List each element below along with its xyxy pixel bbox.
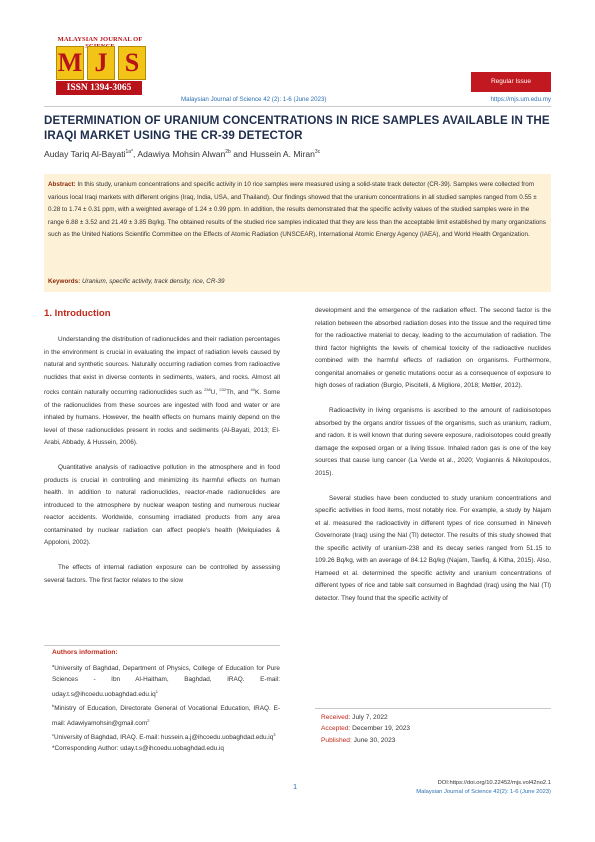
corresponding-author <box>52 743 280 754</box>
paragraph-text: Understanding the distribution of radionuclides and their radiation percentages in the environment is crucial in evaluating the impact of radiation levels caused by natural and synthetic sources. Naturally occurring radiation comes from radioactive nuclides that exist in diverse contents in sediments, waters, and rocks. Almost all rocks contain naturally occurring radionuclides such as <box>44 336 280 397</box>
author-affiliation-mark: 1a* <box>125 149 134 156</box>
abstract-text: In this study, uranium concentrations and specific activity in 10 rice samples were measured using a solid-state track detector (CR-39). Samples were collected from various local Iraqi markets with different origins (Iraq, India, USA, and Thailand). Our findings showed that the uranium concentrations in all studied samples ranged from 0.55 ± 0.28 to 1.74 ± 0.31 ppm, with a weighted average of 1.24 ± 0.99 ppm. In addition, the results demonstrated that the specific activity values of the studied samples were in the range 6.88 ± 3.52 and 21.49 ± 3.85 Bq/kg. The obtained results of the studied rice samples indicated that they are less than the acceptable limit established by many organizations such as the United Nations Scientific Committee on the Effects of Atomic Radiation (UNSCEAR), International Atomic Energy Agency (IAEA), and World Health Organization. <box>48 181 546 238</box>
affiliation-text: Ministry of Education, Directorate General of Vocational Education, IRAQ. E-mail: Adawiyamohsin@gmail.com <box>52 705 280 727</box>
authors-info-divider <box>44 645 280 646</box>
left-column <box>44 334 280 587</box>
affiliation-number: 2 <box>147 717 150 723</box>
affiliation-number: 3 <box>273 731 276 737</box>
author-affiliation-mark: 2b <box>225 149 231 156</box>
logo-issn: ISSN 1394-3065 <box>56 81 142 95</box>
keywords <box>48 278 225 285</box>
logo-letter-m: M <box>56 46 84 80</box>
date-value: June 30, 2023 <box>353 736 396 744</box>
date-value: December 19, 2023 <box>352 725 411 733</box>
affiliation-text: University of Baghdad, IRAQ. E-mail: hussein.a.j@ihcoedu.uobaghdad.edu.iq <box>54 734 274 742</box>
abstract-label: Abstract: <box>48 181 76 188</box>
logo-journal-name: MALAYSIAN JOURNAL OF <box>57 36 143 43</box>
author-name: Hussein A. Miran <box>249 149 315 159</box>
header-journal-ref: Malaysian Journal of Science 42 (2): 1-6 (June 2023) <box>181 96 327 103</box>
section-heading-introduction: 1. Introduction <box>44 308 111 319</box>
isotope-superscript: 232 <box>219 387 227 392</box>
author-name: Adawiya Mohsin Alwan <box>137 149 226 159</box>
journal-logo <box>46 36 154 98</box>
date-label: Published: <box>321 736 352 744</box>
header-divider <box>44 106 551 107</box>
publication-dates <box>321 712 410 746</box>
affiliation-entry <box>52 700 280 729</box>
logo-letter-j: J <box>87 46 115 80</box>
date-received <box>321 712 410 723</box>
keywords-label: Keywords: <box>48 278 81 285</box>
isotope-superscript: 40 <box>250 387 255 392</box>
isotope-superscript: 238 <box>204 387 211 392</box>
author-name: Auday Tariq Al-Bayati <box>44 149 126 159</box>
author-separator: and <box>230 149 250 159</box>
authors-info <box>52 660 280 755</box>
dates-divider <box>315 708 551 709</box>
author-list <box>44 149 320 159</box>
page-number: 1 <box>293 782 298 791</box>
paragraph-text: U, <box>210 389 220 397</box>
paper-title: DETERMINATION OF URANIUM CONCENTRATIONS IN RICE SAMPLES AVAILABLE IN THE IRAQI MARKET USING THE CR-39 DETECTOR <box>44 114 550 142</box>
affiliation-text: *Corresponding Author: uday.t.s@ihcoedu.uobaghdad.edu.iq <box>52 745 224 753</box>
body-paragraph: The effects of internal radiation exposure can be controlled by assessing several factors. The first factor relates to the slow <box>44 564 280 584</box>
affiliation-number: 1 <box>155 688 158 694</box>
header-url-link[interactable]: https://mjs.um.edu.my <box>490 96 551 103</box>
body-paragraph: Several studies have been conducted to study uranium concentrations and specific activities in food items, most notably rice. For example, a study by Najam et al. measured the radioactivity in different types of rice consumed in Nineveh Governorate (Iraq) using the NaI (Tl) detector. The results of this study showed that the specific activity of uranium-238 and its decay series ranged from 51.15 to 109.26 Bq/kg, with an average of 84.12 Bq/kg (Najam, Tawfiq, & Kitha, 2015). Also, Hameed et al. determined the specific activity and uranium concentrations of different types of rice and table salt consumed in Baghdad (Iraq) using the NaI (Tl) detector. They found that the specific activity of <box>315 494 551 602</box>
date-accepted <box>321 723 410 734</box>
author-separator: , <box>133 149 138 159</box>
date-label: Received: <box>321 714 351 721</box>
body-paragraph: Quantitative analysis of radioactive pollution in the atmosphere and in food products is crucial in controlling and minimizing its harmful effects on human health. In addition to natural radionuclides, reactor-made radionuclides are introduced to the atmosphere by nuclear weapon testing and numerous nuclear reactor accidents. Worldwide, consuming irradiated products from any area contaminated by nuclear radiation can affect people's health (Melquiades & Appoloni, 2002). <box>44 464 280 547</box>
author-affiliation-mark: 3c <box>314 149 321 156</box>
affiliation-mark: b <box>52 703 55 709</box>
affiliation-entry <box>52 660 280 700</box>
affiliation-entry <box>52 729 280 743</box>
logo-letters <box>56 46 146 80</box>
logo-letter-s: S <box>118 46 146 80</box>
affiliation-mark: c <box>52 731 54 737</box>
footer-journal-ref: Malaysian Journal of Science 42(2): 1-6 (June 2023) <box>416 789 551 795</box>
right-column <box>315 305 551 605</box>
affiliation-text: University of Baghdad, Department of Physics, College of Education for Pure Sciences - Ibn Al-Haitham, Baghdad, IRAQ. E-mail: uday.t.s@ihcoedu.uobaghdad.edu.iq <box>52 665 280 698</box>
date-label: Accepted: <box>321 725 351 733</box>
doi-link[interactable]: DOI:https://doi.org/10.22452/mjs.vol42no2.1 <box>437 780 551 786</box>
authors-info-heading: Authors information: <box>52 649 118 656</box>
body-paragraph <box>44 334 280 450</box>
keywords-value: Uranium, specific activity, track density, rice, CR-39 <box>81 278 225 285</box>
date-published <box>321 735 410 746</box>
body-paragraph: development and the emergence of the radiation effect. The second factor is the relation between the absorbed radiation doses into the tissue and the required time for the radioactive material to decay, leading to the accumulation of radiation. The third factor highlights the levels of chemical toxicity of the radioactive nuclides combined with the harmful effects of radiation on organisms. Furthermore, congenital anomalies or genetic mutations occur as a consequence of exposure to high doses of radiation (Burgio, Piscitelli, & Migliore, 2018; Mettler, 2012). <box>315 307 551 389</box>
abstract <box>48 179 547 242</box>
date-value: July 7, 2022 <box>352 714 388 721</box>
paragraph-text: Th, and <box>226 389 251 397</box>
body-paragraph: Radioactivity in living organisms is ascribed to the amount of radioisotopes absorbed by the organs and/or tissues of the organisms, such as uranium, radium, and radon. It is well known that during severe exposure, radioisotopes could greatly damage the exposed organ or a living tissue. Inhaled radon gas is one of the key sources that cause lung cancer (La Verde et al., 2020; Vogiannis & Nikolopoulos, 2015). <box>315 407 551 477</box>
affiliation-mark: a <box>52 663 55 668</box>
issue-badge: Regular Issue <box>471 72 551 92</box>
paragraph-text: K. Some of the radionuclides from these sources are ingested with food and water or are inhaled by humans. However, the health effects on humans mainly depend on the level of these radionuclides present in rocks and sediments (Al-Bayati, 2013; El-Arabi, Abbady, & Hussein, 2006). <box>44 389 280 447</box>
